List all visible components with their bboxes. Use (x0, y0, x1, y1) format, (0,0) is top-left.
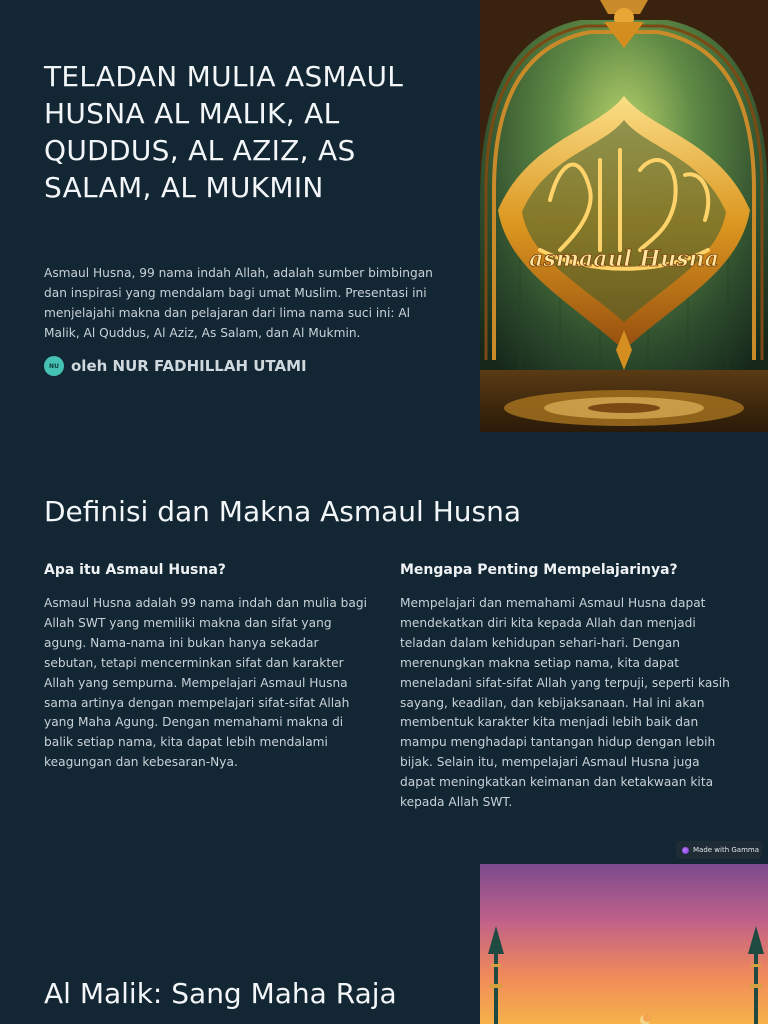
al-malik-title: Al Malik: Sang Maha Raja (44, 977, 397, 1010)
right-column-body: Mempelajari dan memahami Asmaul Husna dapat mendekatkan diri kita kepada Allah dan menjadi teladan dalam kehidupan sehari-hari. Dengan merenungkan makna setiap nama, kita dapat meneladani sifat-sifat Allah yang terpuji, seperti kasih sayang, keadilan, dan kebijaksanaan. Hal ini akan membentuk karakter kita menjadi lebih baik dan mampu menghadapi tantangan hidup dengan lebih bijak. Selain itu, mempelajari Asmaul Husna juga dapat meningkatkan keimanan dan ketakwaan kita kepada Allah SWT. (400, 596, 730, 810)
avatar: NU (44, 356, 64, 376)
right-column-heading: Mengapa Penting Mempelajarinya? (400, 562, 678, 578)
author-byline (44, 355, 307, 377)
author-name: oleh NUR FADHILLAH UTAMI (71, 357, 307, 375)
definition-right-column (400, 560, 730, 813)
hero-description: Asmaul Husna, 99 nama indah Allah, adalah sumber bimbingan dan inspirasi yang mendalam bagi umat Muslim. Presentasi ini menjelajahi makna dan pelajaran dari lima nama suci ini: Al Malik, Al Quddus, Al Aziz, As Salam, dan Al Mukmin. (44, 266, 433, 340)
gamma-logo-icon (682, 847, 689, 854)
gamma-badge-label: Made with Gamma (693, 846, 760, 854)
definition-left-column (44, 560, 374, 773)
left-column-heading: Apa itu Asmaul Husna? (44, 562, 226, 578)
left-column-body: Asmaul Husna adalah 99 nama indah dan mulia bagi Allah SWT yang memiliki makna dan sifat yang agung. Nama-nama ini bukan hanya sekadar sebutan, tetapi mencerminkan sifat dan karakter Allah yang sempurna. Mempelajari Asmaul Husna sama artinya dengan mempelajari sifat-sifat Allah yang Maha Agung. Dengan memahami makna di balik setiap nama, kita dapat lebih mendalami keagungan dan kebesaran-Nya. (44, 596, 367, 770)
hero-title: TELADAN MULIA ASMAUL HUSNA AL MALIK, AL QUDDUS, AL AZIZ, AS SALAM, AL MUKMIN (44, 60, 404, 204)
definition-title: Definisi dan Makna Asmaul Husna (44, 495, 522, 528)
mosque-sunset-image (480, 864, 768, 1024)
made-with-gamma-badge[interactable] (676, 841, 762, 859)
mosque-sunset-illustration (480, 864, 768, 1024)
calligraphy-illustration (480, 0, 768, 432)
asmaul-husna-calligraphy-image (480, 0, 768, 432)
calligraphy-caption: asmaaul Husna (529, 246, 719, 272)
